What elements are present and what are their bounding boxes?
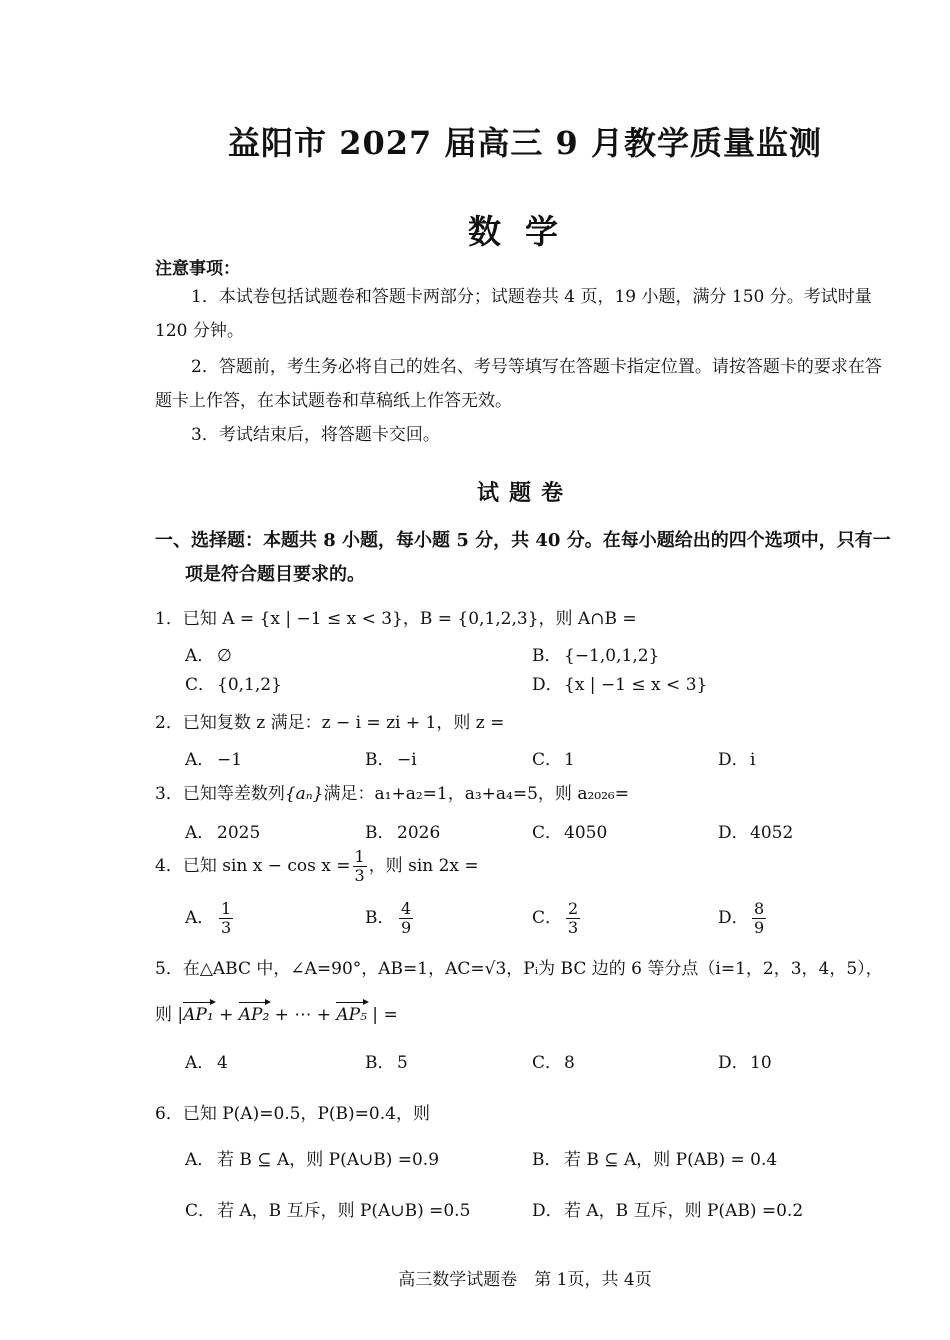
numerator: 8	[754, 899, 765, 918]
stem-prefix: 则 |	[155, 1005, 184, 1025]
option-label: A．	[185, 646, 215, 666]
question-4-option-c	[532, 900, 582, 937]
numerator: 4	[401, 899, 412, 918]
option-label: A．	[185, 750, 215, 770]
question-6-option-b	[532, 1145, 777, 1170]
question-2-option-c	[532, 745, 575, 770]
question-1-option-c	[185, 670, 282, 695]
option-label: B．	[532, 646, 562, 666]
question-3-option-d	[718, 818, 793, 843]
exam-title: 益阳市 2027 届高三 9 月教学质量监测	[228, 124, 822, 162]
question-4-stem	[155, 848, 479, 885]
subject-title: 数学	[468, 212, 582, 251]
denominator: 9	[401, 918, 412, 937]
option-label: D．	[718, 908, 749, 928]
numerator: 1	[221, 899, 232, 918]
section-heading-line2: 项是符合题目要求的。	[185, 564, 365, 585]
question-1-option-b	[532, 641, 659, 666]
question-2-option-b	[365, 745, 417, 770]
option-text: {0,1,2}	[217, 675, 282, 695]
question-4-option-b	[365, 900, 415, 937]
vector-ap1: AP₁	[183, 1005, 214, 1025]
question-3-stem	[155, 779, 629, 804]
denominator: 3	[568, 918, 579, 937]
stem-suffix: ，则 sin 2x =	[368, 856, 479, 876]
option-text: 2025	[217, 823, 261, 843]
option-label: C．	[532, 750, 563, 770]
notice-item-3: 3．考试结束后，将答题卡交回。	[191, 425, 440, 445]
option-label: A．	[185, 908, 215, 928]
option-text: 若 A，B 互斥，则 P(A∪B) =0.5	[217, 1201, 471, 1221]
option-label: B．	[532, 1150, 562, 1170]
option-text: 5	[397, 1053, 408, 1073]
question-3-option-c	[532, 818, 607, 843]
question-4-option-d	[718, 900, 768, 937]
option-text: i	[750, 750, 756, 770]
notice-item-2: 2．答题前，考生务必将自己的姓名、考号等填写在答题卡指定位置。请按答题卡的要求在答题卡上作答，在本试题卷和草稿纸上作答无效。	[155, 357, 882, 411]
fraction	[353, 848, 367, 885]
fraction	[752, 900, 766, 937]
option-text: 10	[750, 1053, 772, 1073]
option-text: 若 B ⊆ A，则 P(AB) = 0.4	[564, 1150, 778, 1170]
sequence-symbol: {aₙ}	[284, 784, 324, 804]
question-5-option-d	[718, 1048, 772, 1073]
option-text: −i	[397, 750, 417, 770]
option-label: A．	[185, 1150, 215, 1170]
option-text: 若 A，B 互斥，则 P(AB) =0.2	[564, 1201, 804, 1221]
question-5-stem-line2	[155, 1000, 398, 1025]
option-text: 2026	[397, 823, 441, 843]
question-2-stem: 2．已知复数 z 满足：z − i = zi + 1，则 z =	[155, 713, 505, 733]
vector-ap5: AP₅	[336, 1005, 367, 1025]
vector-ap2: AP₂	[238, 1005, 270, 1025]
option-label: C．	[185, 675, 216, 695]
option-label: D．	[532, 1201, 563, 1221]
section-heading-line1: 一、选择题：本题共 8 小题，每小题 5 分，共 40 分。在每小题给出的四个选项中，只有一	[155, 530, 891, 551]
question-5-option-c	[532, 1048, 575, 1073]
fraction	[219, 900, 233, 937]
question-4-option-a	[185, 900, 235, 937]
option-label: D．	[718, 750, 749, 770]
numerator: 2	[568, 899, 579, 918]
option-label: B．	[365, 823, 395, 843]
option-text: 若 B ⊆ A，则 P(A∪B) =0.9	[217, 1150, 440, 1170]
option-text: ∅	[217, 646, 232, 666]
option-label: C．	[532, 823, 563, 843]
stem-prefix: 3．已知等差数列	[155, 784, 285, 804]
question-1-stem: 1．已知 A = {x | −1 ≤ x < 3}，B = {0,1,2,3}，则 A∩B =	[155, 609, 637, 629]
question-6-option-d	[532, 1196, 803, 1221]
option-label: D．	[718, 1053, 749, 1073]
question-2-option-d	[718, 745, 755, 770]
denominator: 3	[221, 918, 232, 937]
fraction	[399, 900, 413, 937]
plus-sign: +	[213, 1005, 239, 1025]
question-1-option-d	[532, 670, 707, 695]
question-6-option-a	[185, 1145, 439, 1170]
stem-suffix: 满足：a₁+a₂=1，a₃+a₄=5，则 a₂₀₂₆=	[323, 784, 629, 804]
ellipsis-sum: + ⋯ +	[269, 1005, 337, 1025]
stem-prefix: 4．已知 sin x − cos x =	[155, 856, 351, 876]
question-3-option-b	[365, 818, 440, 843]
denominator: 9	[754, 918, 765, 937]
option-label: A．	[185, 823, 215, 843]
question-6-option-c	[185, 1196, 470, 1221]
stem-suffix: | =	[366, 1005, 398, 1025]
question-6-stem: 6．已知 P(A)=0.5，P(B)=0.4，则	[155, 1104, 430, 1124]
option-text: 8	[564, 1053, 575, 1073]
option-label: D．	[718, 823, 749, 843]
option-label: D．	[532, 675, 563, 695]
question-1-option-a	[185, 641, 232, 666]
option-label: C．	[185, 1201, 216, 1221]
notice-item-1: 1．本试卷包括试题卷和答题卡两部分；试题卷共 4 页，19 小题，满分 150 分。考试时量 120 分钟。	[155, 287, 872, 341]
option-label: C．	[532, 1053, 563, 1073]
option-label: A．	[185, 1053, 215, 1073]
question-2-option-a	[185, 745, 242, 770]
option-text: 1	[564, 750, 575, 770]
question-5-stem-line1: 5．在△ABC 中，∠A=90°，AB=1，AC=√3，Pᵢ为 BC 边的 6 等分点（i=1，2，3，4，5），	[155, 959, 883, 979]
option-text: −1	[217, 750, 243, 770]
option-label: C．	[532, 908, 563, 928]
option-text: {−1,0,1,2}	[564, 646, 660, 666]
question-5-option-a	[185, 1048, 228, 1073]
option-text: 4052	[750, 823, 794, 843]
notice-heading: 注意事项：	[155, 259, 240, 279]
page-footer: 高三数学试题卷 第 1页，共 4页	[398, 1270, 652, 1290]
option-text: 4	[217, 1053, 228, 1073]
option-label: B．	[365, 908, 395, 928]
fraction	[566, 900, 580, 937]
option-text: {x | −1 ≤ x < 3}	[564, 675, 708, 695]
question-3-option-a	[185, 818, 260, 843]
option-label: B．	[365, 1053, 395, 1073]
question-5-option-b	[365, 1048, 408, 1073]
numerator: 1	[354, 847, 365, 866]
paper-title: 试题卷	[476, 480, 573, 506]
option-text: 4050	[564, 823, 608, 843]
option-label: B．	[365, 750, 395, 770]
denominator: 3	[354, 866, 365, 885]
section-heading	[155, 524, 900, 592]
